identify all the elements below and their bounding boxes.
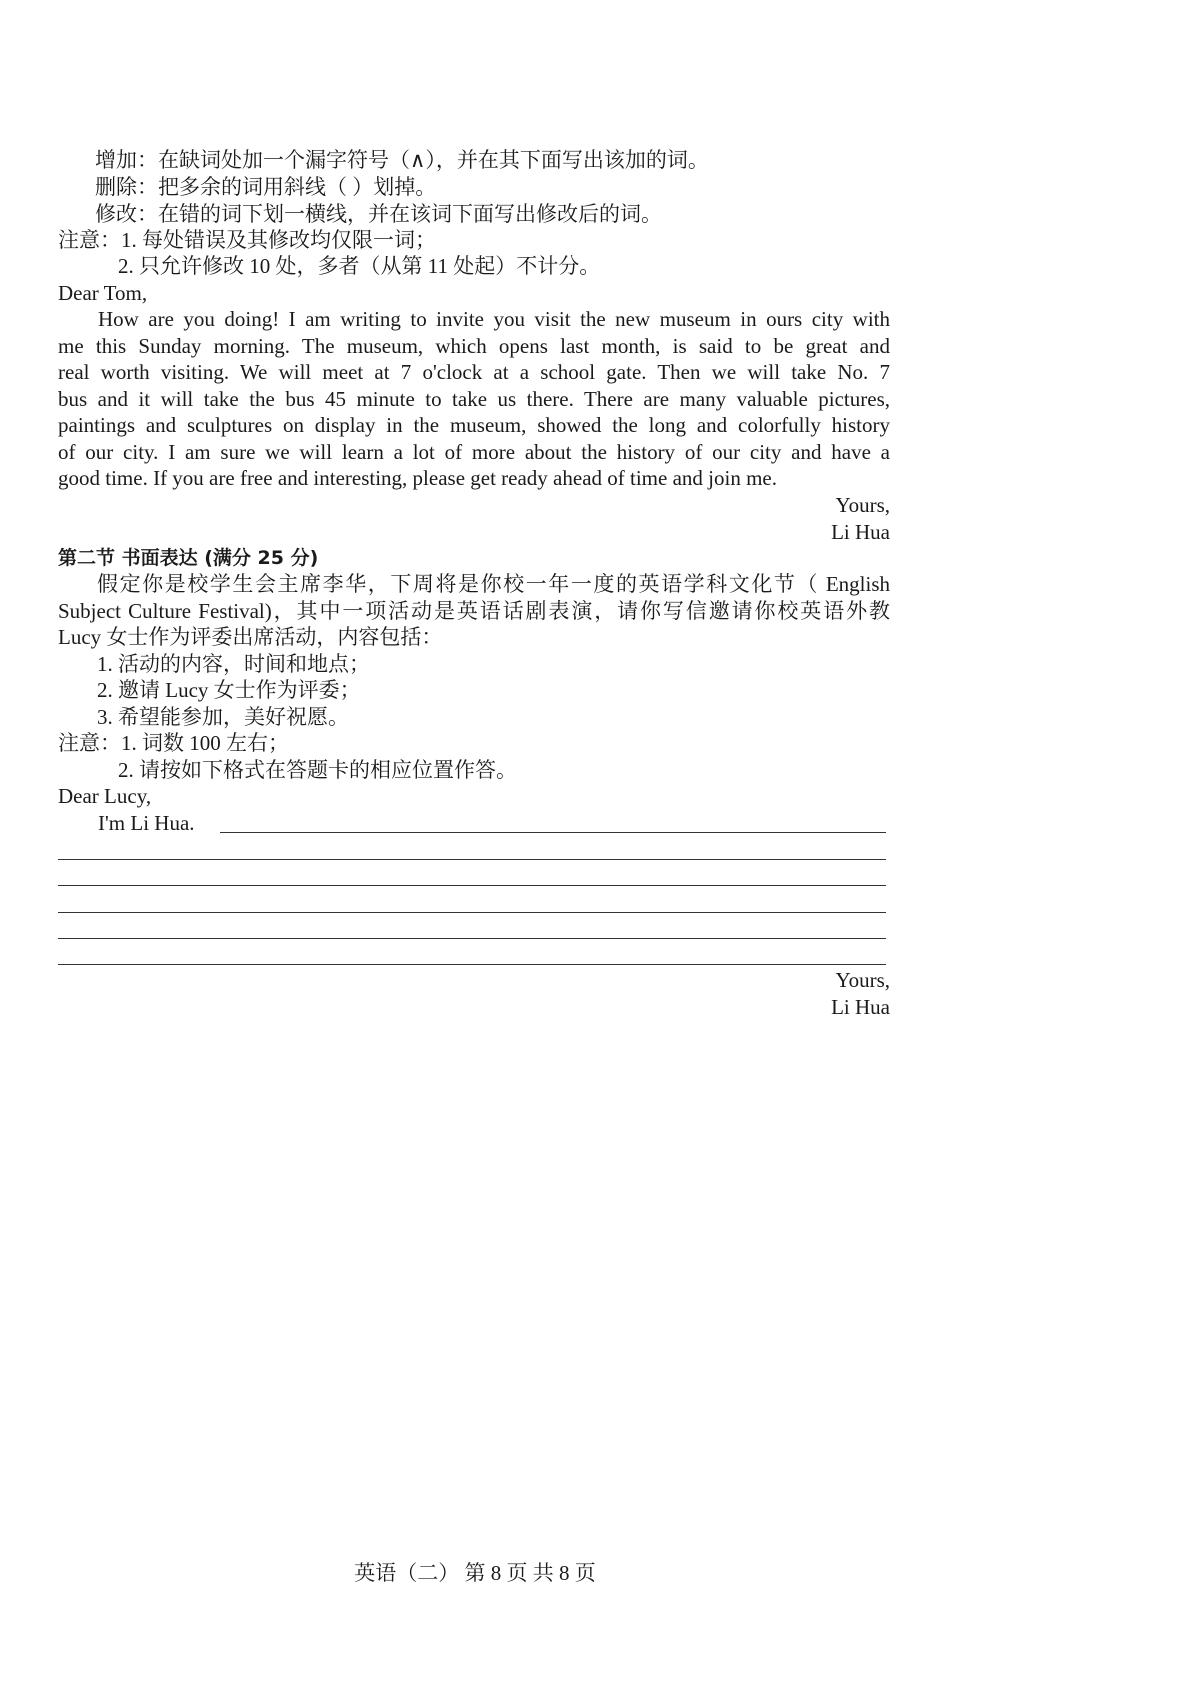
rule-note-2: 2. 只允许修改 10 处，多者（从第 11 处起）不计分。	[118, 254, 601, 278]
letter1-line: How are you doing! I am writing to invite you visit the new museum in ours city with	[98, 307, 890, 331]
letter1-line: me this Sunday morning. The museum, which opens last month, is said to be great and	[58, 334, 890, 358]
section2-prompt-line: Subject Culture Festival)，其中一项活动是英语话剧表演，请你写信邀请你校英语外教	[58, 599, 890, 623]
answer-line[interactable]	[58, 912, 886, 913]
rule-note-1: 注意：1. 每处错误及其修改均仅限一词；	[58, 228, 436, 252]
letter1-line: real worth visiting. We will meet at 7 o'clock at a school gate. Then we will take No. 7	[58, 360, 890, 384]
section2-prompt-last: Lucy 女士作为评委出席活动，内容包括：	[58, 625, 443, 649]
letter2-closing: Yours,	[835, 968, 890, 992]
letter2-signature: Li Hua	[831, 995, 890, 1019]
section2-point: 3. 希望能参加，美好祝愿。	[97, 705, 349, 729]
section2-point: 1. 活动的内容，时间和地点；	[97, 652, 370, 676]
answer-line[interactable]	[58, 859, 886, 860]
section2-point: 2. 邀请 Lucy 女士作为评委；	[97, 678, 361, 702]
rule-delete: 删除：把多余的词用斜线（ ）划掉。	[95, 175, 437, 199]
letter1-last-line: good time. If you are free and interesting, please get ready ahead of time and join me.	[58, 466, 777, 490]
answer-line[interactable]	[58, 964, 886, 965]
section2-heading: 第二节 书面表达 (满分 25 分)	[58, 547, 319, 569]
letter2-salutation: Dear Lucy,	[58, 784, 152, 808]
letter1-line: paintings and sculptures on display in the museum, showed the long and colorfully history	[58, 413, 890, 437]
section2-prompt-line: 假定你是校学生会主席李华，下周将是你校一年一度的英语学科文化节（ English	[97, 572, 890, 596]
letter1-signature: Li Hua	[831, 520, 890, 544]
rule-modify: 修改：在错的词下划一横线，并在该词下面写出修改后的词。	[95, 202, 662, 226]
section2-note-1: 注意：1. 词数 100 左右；	[58, 731, 289, 755]
letter1-line: of our city. I am sure we will learn a lot of more about the history of our city and have a	[58, 440, 890, 464]
letter1-salutation: Dear Tom,	[58, 281, 148, 305]
rule-add: 增加：在缺词处加一个漏字符号（∧），并在其下面写出该加的词。	[95, 148, 709, 172]
answer-line[interactable]	[220, 832, 886, 833]
answer-line[interactable]	[58, 938, 886, 939]
letter1-line: bus and it will take the bus 45 minute to take us there. There are many valuable pictures,	[58, 387, 890, 411]
page-footer: 英语（二） 第 8 页 共 8 页	[354, 1561, 596, 1585]
section2-note-2: 2. 请按如下格式在答题卡的相应位置作答。	[118, 758, 517, 782]
letter2-opening: I'm Li Hua.	[98, 811, 195, 835]
letter1-closing: Yours,	[835, 493, 890, 517]
answer-line[interactable]	[58, 885, 886, 886]
